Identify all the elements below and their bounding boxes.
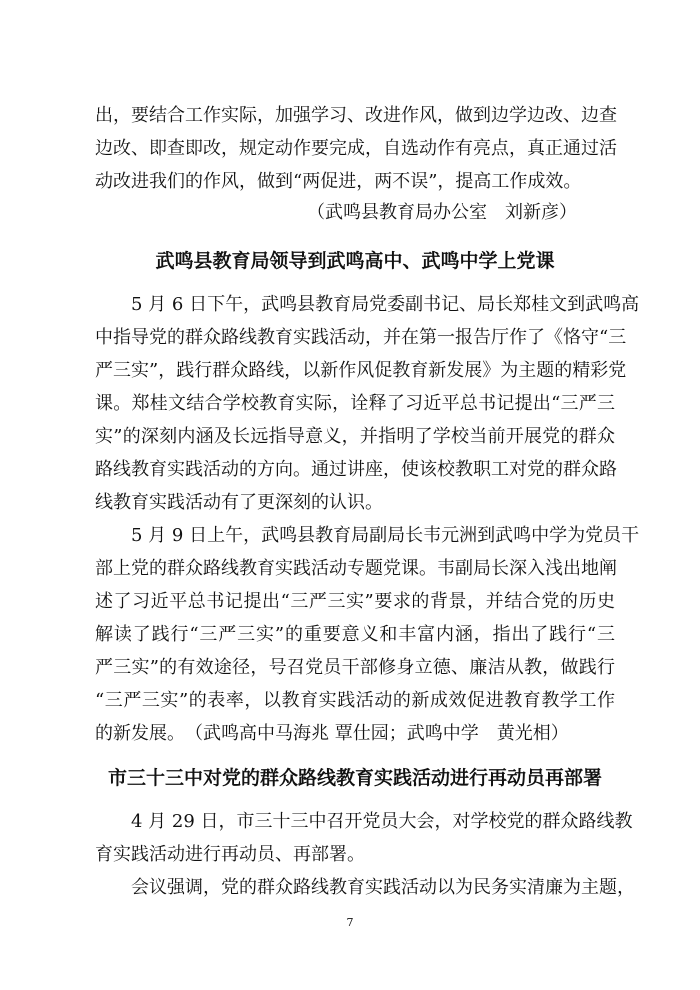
- paragraph-line: 部上党的群众路线教育实践活动专题党课。韦副局长深入浅出地阐: [95, 558, 617, 579]
- paragraph-line: 4 月 29 日，市三十三中召开党员大会，对学校党的群众路线教: [95, 811, 633, 832]
- paragraph-line: 线教育实践活动有了更深刻的认识。: [95, 492, 383, 513]
- paragraph-line: 述了习近平总书记提出“三严三实”要求的背景，并结合党的历史: [95, 591, 615, 612]
- paragraph-line: 路线教育实践活动的方向。通过讲座，使该校教职工对党的群众路: [95, 459, 617, 480]
- paragraph-line: 5 月 6 日下午，武鸣县教育局党委副书记、局长郑桂文到武鸣高: [95, 294, 640, 315]
- paragraph-line: 5 月 9 日上午，武鸣县教育局副局长韦元洲到武鸣中学为党员干: [95, 525, 640, 546]
- paragraph-line: 解读了践行“三严三实”的重要意义和丰富内涵，指出了践行“三: [95, 624, 615, 645]
- paragraph-line: 出，要结合工作实际，加强学习、改进作风，做到边学边改、边查: [95, 105, 617, 126]
- paragraph-line: 边改、即查即改，规定动作要完成，自选动作有亮点，真正通过活: [95, 138, 617, 159]
- page-number: 7: [346, 916, 354, 929]
- paragraph-line: 严三实”的有效途径，号召党员干部修身立德、廉洁从教，做践行: [95, 657, 615, 678]
- paragraph-line: 会议强调，党的群众路线教育实践活动以为民务实清廉为主题，: [95, 877, 635, 898]
- paragraph-line: 育实践活动进行再动员、再部署。: [95, 844, 365, 865]
- paragraph-line: 课。郑桂文结合学校教育实际，诠释了习近平总书记提出“三严三: [95, 393, 615, 414]
- paragraph-line: 中指导党的群众路线教育实践活动，并在第一报告厅作了《恪守“三: [95, 327, 627, 348]
- author-signature: （武鸣县教育局办公室 刘新彦）: [307, 202, 577, 223]
- paragraph-line: 的新发展。 （武鸣高中马海兆 覃仕园；武鸣中学 黄光相）: [95, 723, 569, 744]
- paragraph-line: “三严三实”的表率，以教育实践活动的新成效促进教育教学工作: [95, 690, 615, 711]
- article-title: 武鸣县教育局领导到武鸣高中、武鸣中学上党课: [155, 250, 555, 272]
- paragraph-line: 动改进我们的作风，做到“两促进，两不误”，提高工作成效。: [95, 171, 582, 192]
- paragraph-line: 严三实”，践行群众路线，以新作风促教育新发展》为主题的精彩党: [95, 360, 627, 381]
- paragraph-line: 实”的深刻内涵及长远指导意义，并指明了学校当前开展党的群众: [95, 426, 615, 447]
- article-title: 市三十三中对党的群众路线教育实践活动进行再动员再部署: [107, 767, 602, 789]
